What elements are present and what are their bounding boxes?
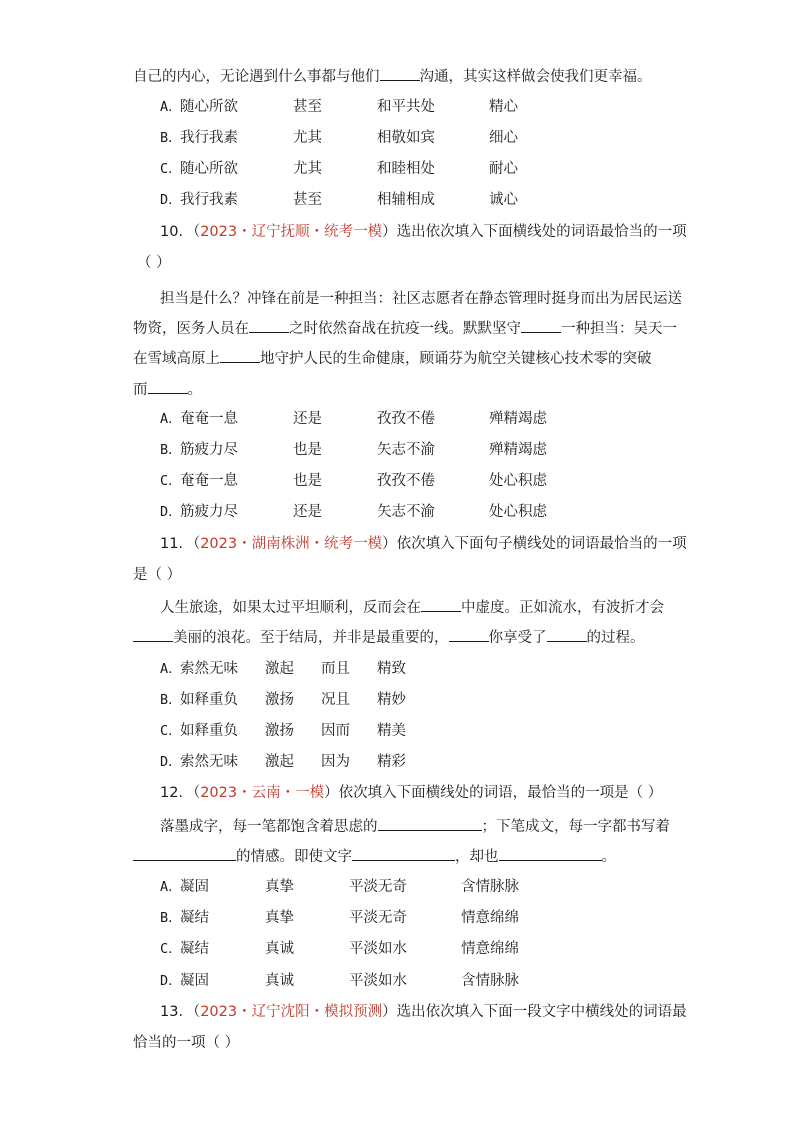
q9-stem-text: 沟通，其实这样做会使我们更幸福。 — [419, 69, 652, 85]
option-word: 随心所欲 — [180, 161, 238, 177]
option-word: 精彩 — [377, 754, 406, 770]
option-letter: B． — [160, 130, 182, 146]
answer-blank — [521, 318, 561, 333]
passage-text: 美丽的浪花。至于结局，并非是最重要的， — [173, 630, 449, 646]
question-number: 10．（ — [160, 224, 201, 240]
option-word: 也是 — [293, 442, 322, 458]
answer-blank — [220, 348, 260, 363]
q10-passage-line — [133, 348, 652, 369]
option-word: 真挚 — [265, 879, 294, 895]
passage-text: 。 — [187, 382, 202, 398]
option-word: 孜孜不倦 — [377, 411, 435, 427]
option-word: 激起 — [265, 754, 294, 770]
option-word: 况且 — [321, 692, 350, 708]
option-word: 相敬如宾 — [377, 130, 435, 146]
answer-blank — [352, 846, 455, 861]
option-word: 真诚 — [265, 941, 294, 957]
passage-text: 之时依然奋战在抗疫一线。默默坚守 — [289, 321, 521, 337]
option-word: 凝结 — [180, 910, 209, 926]
passage-text: ；下笔成文，每一字都书写着 — [481, 819, 670, 835]
option-word: 随心所欲 — [180, 99, 238, 115]
option-word: 也是 — [293, 473, 322, 489]
option-letter: A． — [160, 879, 182, 895]
option-word: 诚心 — [489, 192, 518, 208]
q11-heading-line2: 是（ ） — [133, 567, 182, 583]
option-word: 甚至 — [293, 99, 322, 115]
option-word: 精心 — [489, 99, 518, 115]
option-word: 精致 — [377, 661, 406, 677]
option-letter: B． — [160, 442, 182, 458]
option-word: 还是 — [293, 504, 322, 520]
option-letter: B． — [160, 910, 182, 926]
q10-passage-line — [133, 379, 202, 400]
option-letter: C． — [160, 161, 182, 177]
option-word: 激扬 — [265, 692, 294, 708]
option-letter: A． — [160, 99, 182, 115]
option-word: 奄奄一息 — [180, 411, 238, 427]
option-word: 我行我素 — [180, 130, 238, 146]
option-word: 如释重负 — [180, 692, 238, 708]
option-word: 筋疲力尽 — [180, 504, 238, 520]
q12-passage-line — [160, 816, 670, 837]
answer-paren: （ ） — [137, 255, 171, 271]
option-word: 凝固 — [180, 973, 209, 989]
option-word: 精美 — [377, 723, 406, 739]
option-letter: D． — [160, 754, 182, 770]
option-letter: C． — [160, 723, 182, 739]
option-word: 凝结 — [180, 941, 209, 957]
option-word: 精妙 — [377, 692, 406, 708]
option-word: 真诚 — [265, 973, 294, 989]
answer-blank — [378, 816, 482, 831]
option-word: 还是 — [293, 411, 322, 427]
passage-text: 的过程。 — [586, 630, 645, 646]
option-word: 和平共处 — [377, 99, 435, 115]
option-word: 尤其 — [293, 161, 322, 177]
option-word: 情意绵绵 — [461, 941, 519, 957]
q9-stem-tail — [133, 66, 652, 87]
passage-text: 地守护人民的生命健康，顾诵芬为航空关键核心技术零的突破 — [260, 351, 652, 367]
option-word: 和睦相处 — [377, 161, 435, 177]
q10-passage-line: 担当是什么？冲锋在前是一种担当：社区志愿者在静态管理时挺身而出为居民运送 — [160, 291, 682, 307]
question-instruction: ）选出依次填入下面横线处的词语最恰当的一项 — [382, 224, 687, 240]
option-letter: D． — [160, 504, 182, 520]
option-word: 殚精竭虑 — [489, 411, 547, 427]
passage-text: 落墨成字，每一笔都饱含着思虑的 — [160, 819, 378, 835]
option-word: 激扬 — [265, 723, 294, 739]
passage-text: 。 — [601, 849, 616, 865]
question-source: 2023・辽宁沈阳・模拟预测 — [200, 1004, 383, 1020]
q11-heading — [160, 534, 687, 554]
q13-heading — [160, 1002, 687, 1022]
option-letter: D． — [160, 973, 182, 989]
question-instruction: ）选出依次填入下面一段文字中横线处的词语最 — [382, 1004, 687, 1020]
option-word: 孜孜不倦 — [377, 473, 435, 489]
passage-text: 在雪域高原上 — [133, 351, 220, 367]
q11-passage-line — [133, 627, 645, 648]
option-letter: D． — [160, 192, 182, 208]
q10-passage-line — [133, 318, 677, 339]
question-number: 12．（ — [160, 785, 201, 801]
passage-text: 中虚度。正如流水，有波折才会 — [461, 600, 664, 616]
question-number: 11．（ — [160, 536, 201, 552]
option-letter: A． — [160, 661, 182, 677]
passage-text: ，却也 — [455, 849, 499, 865]
option-word: 矢志不渝 — [377, 442, 435, 458]
option-word: 矢志不渝 — [377, 504, 435, 520]
q12-passage-line — [133, 846, 616, 867]
option-word: 我行我素 — [180, 192, 238, 208]
option-word: 索然无味 — [180, 661, 238, 677]
option-letter: B． — [160, 692, 182, 708]
option-word: 如释重负 — [180, 723, 238, 739]
option-word: 索然无味 — [180, 754, 238, 770]
passage-text: 而 — [133, 382, 148, 398]
option-word: 真挚 — [265, 910, 294, 926]
question-source: 2023・云南・一模 — [200, 785, 325, 801]
option-word: 奄奄一息 — [180, 473, 238, 489]
option-word: 因为 — [321, 754, 350, 770]
passage-text: 你享受了 — [488, 630, 547, 646]
option-letter: C． — [160, 941, 182, 957]
option-word: 甚至 — [293, 192, 322, 208]
passage-text: 物资，医务人员在 — [133, 321, 249, 337]
passage-text: 人生旅途，如果太过平坦顺利，反而会在 — [160, 600, 421, 616]
option-word: 相辅相成 — [377, 192, 435, 208]
answer-blank — [547, 627, 587, 642]
option-letter: A． — [160, 411, 182, 427]
option-word: 平淡无奇 — [349, 879, 407, 895]
option-word: 筋疲力尽 — [180, 442, 238, 458]
question-instruction: ）依次填入下面横线处的词语，最恰当的一项是（ ） — [324, 785, 663, 801]
answer-blank — [249, 318, 289, 333]
option-word: 平淡如水 — [349, 941, 407, 957]
answer-blank — [421, 597, 461, 612]
passage-text: 的情感。即使文字 — [236, 849, 352, 865]
option-word: 含情脉脉 — [461, 879, 519, 895]
answer-blank — [499, 846, 602, 861]
question-instruction: ）依次填入下面句子横线处的词语最恰当的一项 — [382, 536, 687, 552]
answer-blank — [148, 379, 188, 394]
option-word: 平淡如水 — [349, 973, 407, 989]
question-source: 2023・辽宁抚顺・统考一模 — [200, 224, 383, 240]
q12-heading — [160, 783, 662, 803]
answer-blank — [133, 627, 173, 642]
option-word: 平淡无奇 — [349, 910, 407, 926]
option-word: 殚精竭虑 — [489, 442, 547, 458]
option-word: 尤其 — [293, 130, 322, 146]
q11-passage-line — [160, 597, 664, 618]
q9-stem-text: 自己的内心，无论遇到什么事都与他们 — [133, 69, 380, 85]
option-word: 耐心 — [489, 161, 518, 177]
q10-heading — [160, 222, 687, 242]
option-word: 处心积虑 — [489, 504, 547, 520]
option-word: 激起 — [265, 661, 294, 677]
option-word: 含情脉脉 — [461, 973, 519, 989]
option-word: 凝固 — [180, 879, 209, 895]
option-word: 情意绵绵 — [461, 910, 519, 926]
option-word: 处心积虑 — [489, 473, 547, 489]
answer-blank — [449, 627, 489, 642]
q13-heading-line2: 恰当的一项（ ） — [133, 1035, 240, 1051]
passage-text: 一种担当：吴天一 — [561, 321, 677, 337]
question-number: 13．（ — [160, 1004, 201, 1020]
option-letter: C． — [160, 473, 182, 489]
option-word: 细心 — [489, 130, 518, 146]
option-word: 而且 — [321, 661, 350, 677]
question-source: 2023・湖南株洲・统考一模 — [200, 536, 383, 552]
answer-blank — [380, 66, 420, 81]
answer-blank — [133, 846, 236, 861]
option-word: 因而 — [321, 723, 350, 739]
